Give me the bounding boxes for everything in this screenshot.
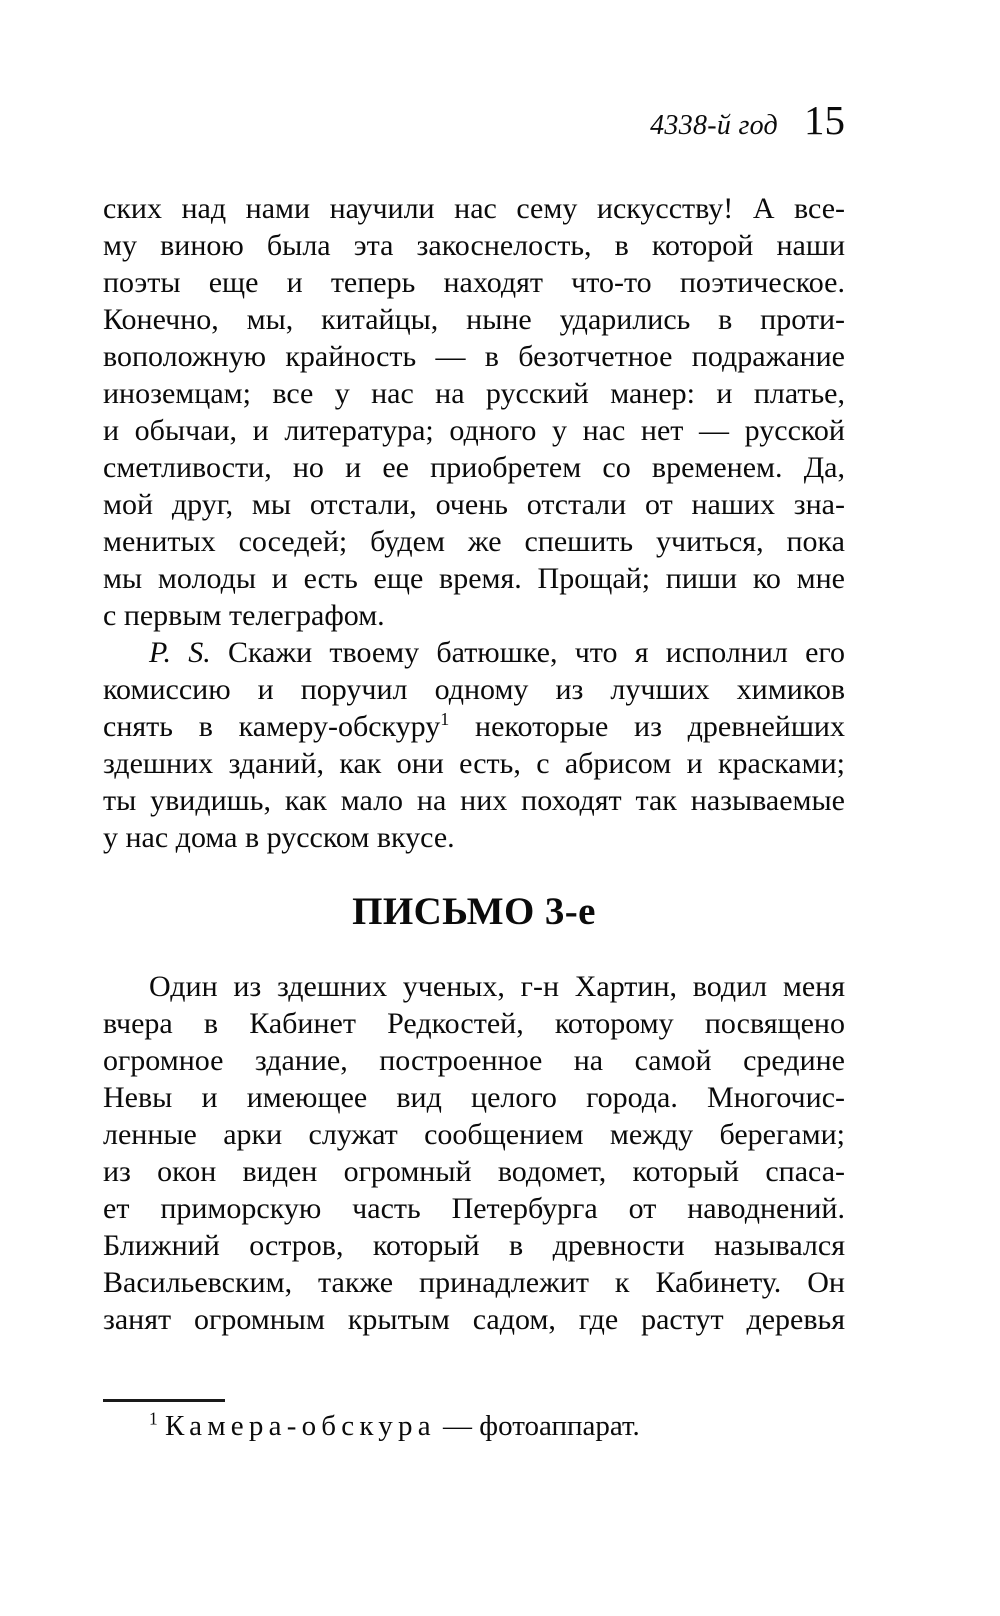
text-segment: комиссию и поручил одному из лучших химиков (103, 673, 845, 706)
paragraph-letter2-continuation (103, 190, 845, 634)
text-segment: воположную крайность — в безотчетное подражание (103, 340, 845, 373)
page-header (103, 97, 845, 143)
text-segment: из окон виден огромный водомет, который спаса- (103, 1155, 845, 1188)
text-line (103, 486, 845, 523)
text-segment: снять в камеру-обскуру (103, 710, 441, 743)
text-segment: поэты еще и теперь находят что-то поэтическое. (103, 266, 845, 299)
paragraph-postscript (103, 634, 845, 856)
text-line (103, 1079, 845, 1116)
footnote-reference-superscript: 1 (149, 1408, 158, 1429)
text-segment: — фотоаппарат. (435, 1410, 640, 1442)
text-segment: некоторые из древнейших (449, 710, 845, 743)
text-line (103, 523, 845, 560)
text-line (103, 338, 845, 375)
footnote (103, 1408, 845, 1444)
text-segment: му виною была эта закоснелость, в которой наши (103, 229, 845, 262)
text-line (103, 1301, 845, 1338)
text-segment: Васильевским, также принадлежит к Кабинету. Он (103, 1266, 845, 1299)
text-line (103, 1227, 845, 1264)
text-line (103, 1116, 845, 1153)
footnote-rule (103, 1399, 225, 1402)
text-segment: здешних зданий, как они есть, с абрисом и красками; (103, 747, 845, 780)
section-heading: ПИСЬМО 3-е (352, 890, 596, 933)
text-segment: ленные арки служат сообщением между берегами; (103, 1118, 845, 1151)
text-block-top (103, 190, 845, 856)
text-segment: менитых соседей; будем же спешить учиться, пока (103, 525, 845, 558)
text-line (103, 597, 845, 634)
text-segment: мы молоды и есть еще время. Прощай; пиши ко мне (103, 562, 845, 595)
text-line (103, 745, 845, 782)
text-line (103, 968, 845, 1005)
text-line (103, 708, 845, 745)
text-line (103, 264, 845, 301)
text-line (103, 1005, 845, 1042)
text-line (103, 634, 845, 671)
text-segment (158, 1410, 165, 1442)
text-segment: сметливости, но и ее приобретем со временем. Да, (103, 451, 845, 484)
text-line (103, 301, 845, 338)
text-segment: у нас дома в русском вкусе. (103, 821, 455, 854)
text-segment: Скажи твоему батюшке, что я исполнил его (210, 636, 845, 669)
text-segment: ских над нами научили нас сему искусству! А все- (103, 192, 845, 225)
paragraph-letter3-opening (103, 968, 845, 1338)
footnote-reference-superscript: 1 (440, 709, 450, 729)
text-line (103, 375, 845, 412)
text-segment: Конечно, мы, китайцы, ныне ударились в проти- (103, 303, 845, 336)
text-line (103, 1153, 845, 1190)
text-line (103, 671, 845, 708)
text-segment: Камера-обскура (164, 1410, 436, 1442)
text-segment: Ближний остров, который в древности назывался (103, 1229, 845, 1262)
text-line (103, 449, 845, 486)
text-segment: огромное здание, построенное на самой средине (103, 1044, 845, 1077)
text-segment: P. S. (149, 636, 211, 669)
text-line (103, 1042, 845, 1079)
text-segment: ет приморскую часть Петербурга от наводнений. (103, 1192, 845, 1225)
text-segment: с первым телеграфом. (103, 599, 385, 632)
text-segment: мой друг, мы отстали, очень отстали от наших зна- (103, 488, 845, 521)
running-title: 4338-й год (650, 110, 778, 141)
text-line (103, 782, 845, 819)
text-line (103, 819, 845, 856)
text-line (103, 1264, 845, 1301)
text-segment: и обычаи, и литература; одного у нас нет — русской (103, 414, 845, 447)
text-block-bottom (103, 968, 845, 1338)
page-number: 15 (804, 97, 845, 143)
text-segment: вчера в Кабинет Редкостей, которому посвящено (103, 1007, 845, 1040)
text-line (103, 412, 845, 449)
text-segment: ты увидишь, как мало на них походят так называемые (103, 784, 845, 817)
text-segment: Один из здешних ученых, г-н Хартин, водил меня (149, 970, 845, 1003)
text-segment: Невы и имеющее вид целого города. Многочис- (103, 1081, 845, 1114)
text-segment: иноземцам; все у нас на русский манер: и платье, (103, 377, 845, 410)
text-line (103, 1190, 845, 1227)
text-line (103, 560, 845, 597)
text-line (103, 227, 845, 264)
text-segment: занят огромным крытым садом, где растут деревья (103, 1303, 845, 1336)
text-line (103, 190, 845, 227)
